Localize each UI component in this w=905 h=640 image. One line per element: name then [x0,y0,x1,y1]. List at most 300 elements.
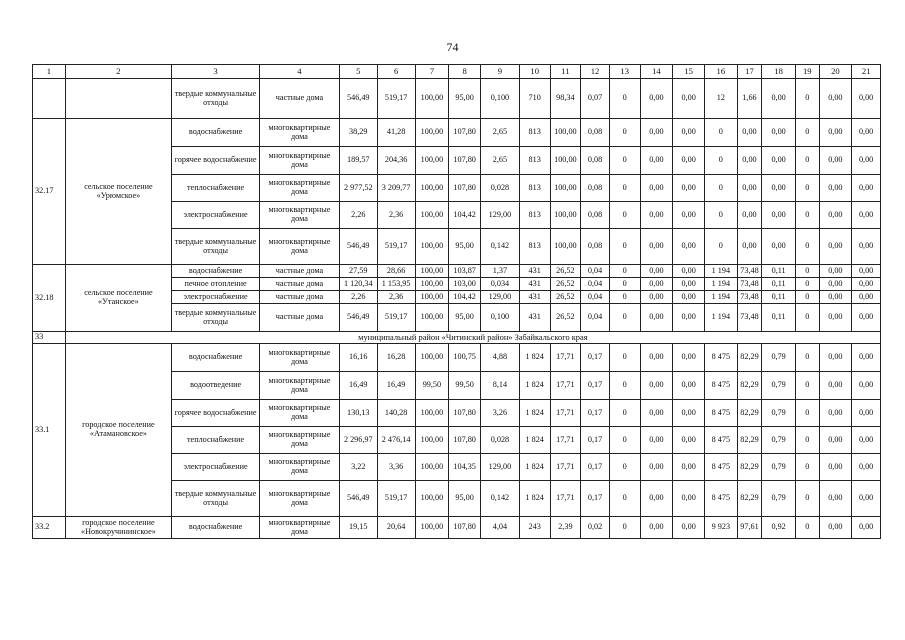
value-col-13: 0 [609,291,640,304]
settlement-number: 32.17 [33,119,66,265]
value-col-10: 1 824 [519,454,550,481]
value-col-19: 0 [795,400,819,427]
value-col-12: 0,08 [581,202,610,229]
column-header-20: 20 [819,65,852,79]
value-col-16: 12 [704,79,737,119]
value-col-18: 0,79 [762,427,796,454]
value-col-6: 204,36 [377,147,415,175]
value-col-15: 0,00 [673,427,705,454]
column-header-21: 21 [852,65,881,79]
settlement-name: городское поселение «Новокручининское» [65,517,171,539]
value-col-16: 0 [704,229,737,265]
housing-type: частные дома [260,304,340,332]
value-col-9: 1,37 [480,265,519,278]
value-col-17: 97,61 [737,517,762,539]
value-col-5: 130,13 [339,400,377,427]
value-col-20: 0,00 [819,119,852,147]
value-col-11: 100,00 [550,175,581,202]
value-col-16: 1 194 [704,304,737,332]
value-col-17: 73,48 [737,304,762,332]
value-col-11: 26,52 [550,278,581,291]
value-col-6: 28,66 [377,265,415,278]
value-col-13: 0 [609,278,640,291]
value-col-10: 813 [519,119,550,147]
value-col-11: 100,00 [550,202,581,229]
housing-type: многоквартирные дома [260,229,340,265]
value-col-13: 0 [609,372,640,400]
value-col-11: 17,71 [550,372,581,400]
value-col-5: 3,22 [339,454,377,481]
header-row [33,65,881,79]
value-col-20: 0,00 [819,79,852,119]
value-col-16: 8 475 [704,454,737,481]
service-type: горячее водоснабжение [172,147,260,175]
value-col-6: 16,49 [377,372,415,400]
table-row [33,119,881,147]
value-col-9: 2,65 [480,119,519,147]
value-col-13: 0 [609,517,640,539]
value-col-18: 0,79 [762,400,796,427]
value-col-16: 9 923 [704,517,737,539]
page-number: 74 [446,40,459,54]
value-col-6: 41,28 [377,119,415,147]
value-col-20: 0,00 [819,278,852,291]
settlement-number [33,79,66,119]
value-col-10: 1 824 [519,344,550,372]
value-col-8: 104,42 [449,291,481,304]
value-col-10: 1 824 [519,481,550,517]
housing-type: многоквартирные дома [260,454,340,481]
value-col-6: 3 209,77 [377,175,415,202]
value-col-6: 2,36 [377,291,415,304]
value-col-14: 0,00 [640,372,673,400]
value-col-14: 0,00 [640,175,673,202]
value-col-16: 0 [704,202,737,229]
value-col-12: 0,17 [581,481,610,517]
value-col-13: 0 [609,229,640,265]
value-col-19: 0 [795,79,819,119]
value-col-18: 0,79 [762,372,796,400]
value-col-19: 0 [795,481,819,517]
value-col-19: 0 [795,175,819,202]
value-col-7: 100,00 [415,278,449,291]
housing-type: многоквартирные дома [260,517,340,539]
value-col-15: 0,00 [673,119,705,147]
value-col-20: 0,00 [819,175,852,202]
value-col-21: 0,00 [852,372,881,400]
value-col-7: 100,00 [415,344,449,372]
value-col-12: 0,04 [581,291,610,304]
value-col-11: 2,39 [550,517,581,539]
value-col-13: 0 [609,119,640,147]
value-col-18: 0,00 [762,202,796,229]
value-col-6: 519,17 [377,229,415,265]
value-col-11: 17,71 [550,454,581,481]
value-col-5: 2,26 [339,291,377,304]
settlement-name [65,79,171,119]
table-row [33,79,881,119]
column-header-14: 14 [640,65,673,79]
value-col-11: 17,71 [550,400,581,427]
value-col-19: 0 [795,454,819,481]
value-col-14: 0,00 [640,517,673,539]
housing-type: многоквартирные дома [260,344,340,372]
value-col-7: 100,00 [415,119,449,147]
value-col-21: 0,00 [852,278,881,291]
table-row [33,517,881,539]
value-col-12: 0,04 [581,304,610,332]
value-col-5: 38,29 [339,119,377,147]
column-header-4: 4 [260,65,340,79]
value-col-21: 0,00 [852,291,881,304]
value-col-18: 0,00 [762,119,796,147]
service-type: водоотведение [172,372,260,400]
value-col-15: 0,00 [673,229,705,265]
housing-type: многоквартирные дома [260,175,340,202]
value-col-16: 8 475 [704,427,737,454]
value-col-11: 26,52 [550,291,581,304]
value-col-10: 243 [519,517,550,539]
value-col-5: 16,16 [339,344,377,372]
value-col-18: 0,11 [762,291,796,304]
value-col-12: 0,08 [581,229,610,265]
value-col-21: 0,00 [852,147,881,175]
tariff-table [32,64,881,539]
value-col-8: 107,80 [449,119,481,147]
value-col-14: 0,00 [640,278,673,291]
value-col-17: 0,00 [737,202,762,229]
value-col-6: 2 476,14 [377,427,415,454]
value-col-5: 19,15 [339,517,377,539]
value-col-10: 1 824 [519,427,550,454]
value-col-8: 95,00 [449,79,481,119]
column-header-10: 10 [519,65,550,79]
value-col-8: 95,00 [449,304,481,332]
value-col-18: 0,00 [762,147,796,175]
value-col-17: 0,00 [737,175,762,202]
value-col-9: 0,034 [480,278,519,291]
value-col-15: 0,00 [673,454,705,481]
value-col-20: 0,00 [819,427,852,454]
value-col-15: 0,00 [673,291,705,304]
value-col-9: 0,100 [480,304,519,332]
value-col-17: 82,29 [737,481,762,517]
value-col-12: 0,17 [581,372,610,400]
value-col-14: 0,00 [640,454,673,481]
value-col-14: 0,00 [640,427,673,454]
value-col-15: 0,00 [673,175,705,202]
value-col-8: 107,80 [449,147,481,175]
value-col-12: 0,04 [581,265,610,278]
value-col-6: 3,36 [377,454,415,481]
value-col-11: 100,00 [550,229,581,265]
value-col-15: 0,00 [673,400,705,427]
value-col-11: 17,71 [550,481,581,517]
settlement-number: 32.18 [33,265,66,332]
value-col-16: 8 475 [704,372,737,400]
value-col-13: 0 [609,147,640,175]
value-col-18: 0,11 [762,278,796,291]
value-col-21: 0,00 [852,517,881,539]
value-col-12: 0,04 [581,278,610,291]
value-col-19: 0 [795,278,819,291]
value-col-17: 73,48 [737,278,762,291]
value-col-17: 0,00 [737,119,762,147]
value-col-10: 1 824 [519,372,550,400]
settlement-name: сельское поселение «Утанское» [65,265,171,332]
value-col-15: 0,00 [673,278,705,291]
value-col-9: 0,142 [480,481,519,517]
value-col-10: 813 [519,147,550,175]
value-col-6: 140,28 [377,400,415,427]
value-col-20: 0,00 [819,304,852,332]
service-type: твердые коммунальные отходы [172,229,260,265]
value-col-16: 8 475 [704,400,737,427]
value-col-13: 0 [609,202,640,229]
value-col-20: 0,00 [819,202,852,229]
value-col-19: 0 [795,265,819,278]
column-header-7: 7 [415,65,449,79]
value-col-5: 1 120,34 [339,278,377,291]
value-col-14: 0,00 [640,119,673,147]
column-header-3: 3 [172,65,260,79]
table-row [33,265,881,278]
column-header-12: 12 [581,65,610,79]
value-col-9: 2,65 [480,147,519,175]
value-col-8: 107,80 [449,427,481,454]
value-col-14: 0,00 [640,229,673,265]
value-col-18: 0,79 [762,481,796,517]
value-col-14: 0,00 [640,291,673,304]
service-type: печное отопление [172,278,260,291]
value-col-14: 0,00 [640,344,673,372]
value-col-19: 0 [795,344,819,372]
value-col-9: 129,00 [480,454,519,481]
service-type: водоснабжение [172,344,260,372]
value-col-21: 0,00 [852,175,881,202]
value-col-19: 0 [795,517,819,539]
value-col-9: 4,04 [480,517,519,539]
column-header-15: 15 [673,65,705,79]
settlement-name: сельское поселение «Урюмское» [65,119,171,265]
value-col-7: 100,00 [415,400,449,427]
value-col-13: 0 [609,304,640,332]
column-header-17: 17 [737,65,762,79]
value-col-18: 0,92 [762,517,796,539]
service-type: твердые коммунальные отходы [172,79,260,119]
value-col-9: 0,028 [480,427,519,454]
value-col-19: 0 [795,304,819,332]
value-col-21: 0,00 [852,265,881,278]
column-header-16: 16 [704,65,737,79]
value-col-14: 0,00 [640,304,673,332]
value-col-10: 431 [519,265,550,278]
column-header-8: 8 [449,65,481,79]
value-col-12: 0,08 [581,175,610,202]
column-header-6: 6 [377,65,415,79]
value-col-16: 0 [704,175,737,202]
service-type: электроснабжение [172,291,260,304]
service-type: водоснабжение [172,119,260,147]
column-header-1: 1 [33,65,66,79]
value-col-15: 0,00 [673,481,705,517]
value-col-20: 0,00 [819,147,852,175]
value-col-20: 0,00 [819,454,852,481]
value-col-16: 0 [704,119,737,147]
value-col-8: 99,50 [449,372,481,400]
service-type: водоснабжение [172,265,260,278]
value-col-17: 82,29 [737,344,762,372]
value-col-17: 1,66 [737,79,762,119]
value-col-5: 546,49 [339,304,377,332]
housing-type: частные дома [260,265,340,278]
value-col-5: 546,49 [339,79,377,119]
service-type: твердые коммунальные отходы [172,481,260,517]
value-col-8: 95,00 [449,229,481,265]
value-col-6: 20,64 [377,517,415,539]
value-col-7: 100,00 [415,202,449,229]
value-col-9: 0,142 [480,229,519,265]
value-col-14: 0,00 [640,400,673,427]
value-col-8: 103,00 [449,278,481,291]
housing-type: многоквартирные дома [260,147,340,175]
value-col-21: 0,00 [852,481,881,517]
value-col-8: 100,75 [449,344,481,372]
settlement-number: 33.1 [33,344,66,517]
value-col-20: 0,00 [819,481,852,517]
value-col-9: 3,26 [480,400,519,427]
value-col-5: 2 296,97 [339,427,377,454]
service-type: электроснабжение [172,202,260,229]
value-col-9: 0,100 [480,79,519,119]
value-col-7: 100,00 [415,175,449,202]
section-row [33,332,881,344]
value-col-9: 129,00 [480,202,519,229]
value-col-11: 100,00 [550,119,581,147]
column-header-11: 11 [550,65,581,79]
value-col-18: 0,00 [762,79,796,119]
value-col-17: 82,29 [737,427,762,454]
value-col-8: 95,00 [449,481,481,517]
value-col-13: 0 [609,481,640,517]
value-col-21: 0,00 [852,427,881,454]
value-col-19: 0 [795,372,819,400]
value-col-15: 0,00 [673,344,705,372]
value-col-17: 82,29 [737,372,762,400]
table-row [33,344,881,372]
column-header-19: 19 [795,65,819,79]
value-col-20: 0,00 [819,291,852,304]
service-type: теплоснабжение [172,175,260,202]
value-col-11: 26,52 [550,304,581,332]
value-col-7: 100,00 [415,427,449,454]
value-col-19: 0 [795,427,819,454]
value-col-5: 546,49 [339,481,377,517]
value-col-17: 0,00 [737,147,762,175]
value-col-13: 0 [609,265,640,278]
housing-type: частные дома [260,278,340,291]
value-col-18: 0,00 [762,175,796,202]
value-col-21: 0,00 [852,119,881,147]
value-col-10: 813 [519,175,550,202]
value-col-13: 0 [609,454,640,481]
column-header-9: 9 [480,65,519,79]
value-col-16: 1 194 [704,265,737,278]
value-col-20: 0,00 [819,517,852,539]
value-col-5: 2 977,52 [339,175,377,202]
service-type: водоснабжение [172,517,260,539]
value-col-12: 0,02 [581,517,610,539]
value-col-21: 0,00 [852,202,881,229]
value-col-10: 431 [519,291,550,304]
value-col-7: 100,00 [415,454,449,481]
value-col-18: 0,11 [762,265,796,278]
value-col-11: 26,52 [550,265,581,278]
value-col-5: 546,49 [339,229,377,265]
column-header-2: 2 [65,65,171,79]
column-header-18: 18 [762,65,796,79]
value-col-18: 0,79 [762,454,796,481]
housing-type: многоквартирные дома [260,400,340,427]
value-col-17: 82,29 [737,400,762,427]
value-col-13: 0 [609,344,640,372]
value-col-19: 0 [795,202,819,229]
housing-type: многоквартирные дома [260,119,340,147]
value-col-13: 0 [609,427,640,454]
housing-type: многоквартирные дома [260,427,340,454]
value-col-8: 104,35 [449,454,481,481]
settlement-number: 33.2 [33,517,66,539]
value-col-20: 0,00 [819,344,852,372]
value-col-19: 0 [795,147,819,175]
value-col-7: 100,00 [415,265,449,278]
value-col-20: 0,00 [819,229,852,265]
value-col-9: 4,88 [480,344,519,372]
value-col-15: 0,00 [673,202,705,229]
value-col-12: 0,17 [581,454,610,481]
value-col-21: 0,00 [852,229,881,265]
housing-type: частные дома [260,79,340,119]
value-col-12: 0,07 [581,79,610,119]
value-col-20: 0,00 [819,400,852,427]
value-col-7: 100,00 [415,147,449,175]
value-col-21: 0,00 [852,454,881,481]
value-col-7: 100,00 [415,304,449,332]
value-col-11: 100,00 [550,147,581,175]
value-col-8: 107,80 [449,517,481,539]
value-col-9: 8,14 [480,372,519,400]
housing-type: частные дома [260,291,340,304]
value-col-5: 16,49 [339,372,377,400]
value-col-7: 100,00 [415,481,449,517]
value-col-7: 100,00 [415,517,449,539]
value-col-19: 0 [795,291,819,304]
value-col-14: 0,00 [640,265,673,278]
value-col-8: 104,42 [449,202,481,229]
value-col-20: 0,00 [819,265,852,278]
value-col-15: 0,00 [673,265,705,278]
value-col-16: 1 194 [704,291,737,304]
value-col-14: 0,00 [640,481,673,517]
value-col-12: 0,08 [581,119,610,147]
value-col-21: 0,00 [852,79,881,119]
value-col-10: 431 [519,304,550,332]
value-col-10: 1 824 [519,400,550,427]
service-type: электроснабжение [172,454,260,481]
value-col-12: 0,17 [581,427,610,454]
value-col-12: 0,17 [581,400,610,427]
service-type: горячее водоснабжение [172,400,260,427]
